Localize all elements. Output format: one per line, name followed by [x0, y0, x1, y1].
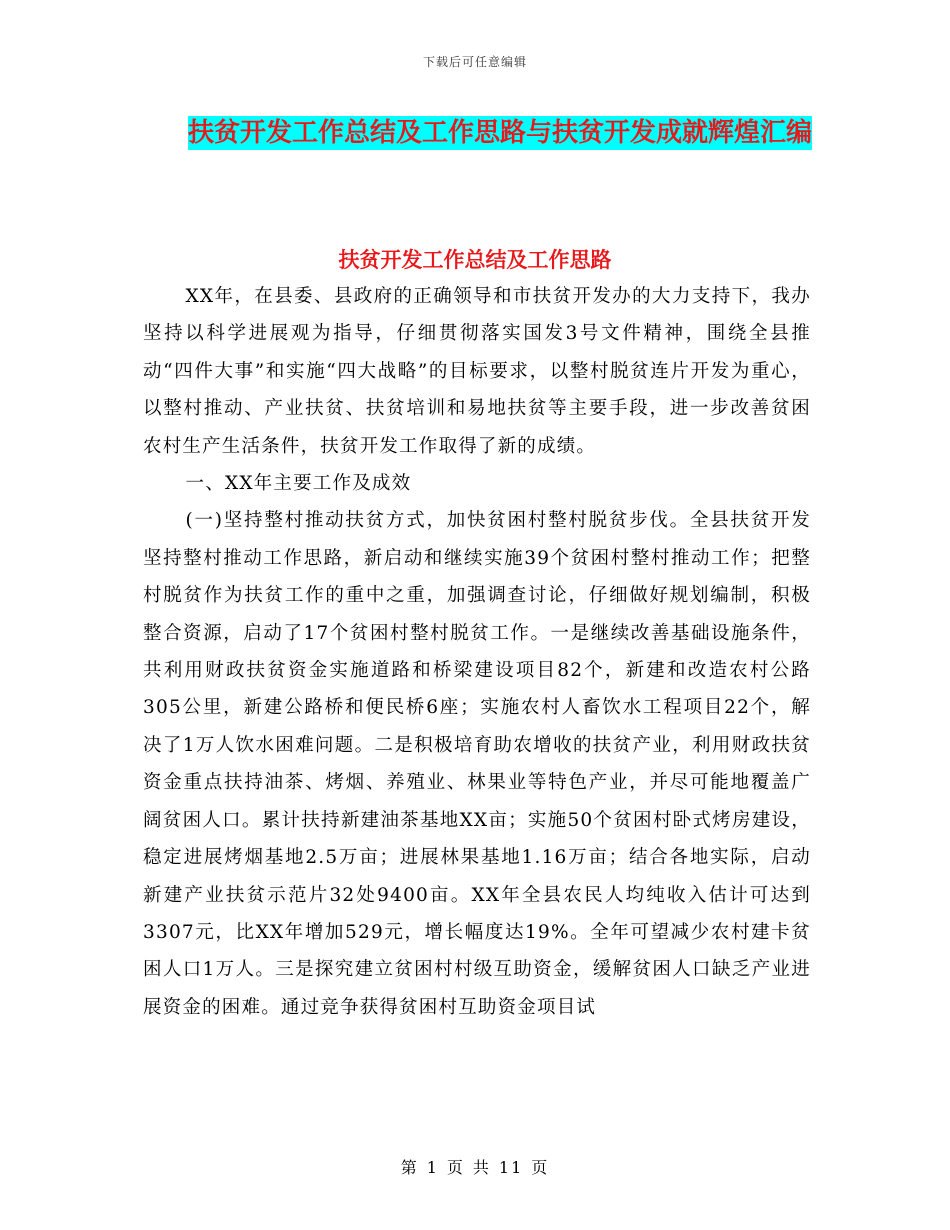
footer-total-unit: 页	[531, 1158, 550, 1177]
footer-page-number: 1	[426, 1158, 439, 1177]
footer-total-prefix: 共	[472, 1158, 491, 1177]
paragraph-section-1: (一)坚持整村推动扶贫方式，加快贫困村整村脱贫步伐。全县扶贫开发坚持整村推动工作思路，新启动和继续实施39个贫困村整村推动工作；把整村脱贫作为扶贫工作的重中之重，加强调查讨论，仔细做好规划编制，积极整合资源，启动了17个贫困村整村脱贫工作。一是继续改善基础设施条件，共利用财政扶贫资金实施道路和桥梁建设项目82个，新建和改造农村公路305公里，新建公路桥和便民桥6座；实施农村人畜饮水工程项目22个，解决了1万人饮水困难问题。二是积极培育助农增收的扶贫产业，利用财政扶贫资金重点扶持油茶、烤烟、养殖业、林果业等特色产业，并尽可能地覆盖广阔贫困人口。累计扶持新建油茶基地XX亩；实施50个贫困村卧式烤房建设，稳定进展烤烟基地2.5万亩；进展林果基地1.16万亩；结合各地实际，启动新建产业扶贫示范片32处9400亩。XX年全县农民人均纯收入估计可达到3307元，比XX年增加529元，增长幅度达19%。全年可望减少农村建卡贫困人口1万人。三是探究建立贫困村村级互助资金，缓解贫困人口缺乏产业进展资金的困难。通过竞争获得贫困村互助资金项目试	[143, 510, 811, 1018]
footer-page-unit: 页	[446, 1158, 465, 1177]
footer-prefix: 第	[400, 1158, 419, 1177]
document-title	[180, 112, 820, 154]
document-body	[143, 278, 811, 1026]
page-footer	[0, 1155, 950, 1178]
page-header-note: 下载后可任意编辑	[422, 55, 527, 69]
section-title: 扶贫开发工作总结及工作思路	[338, 248, 612, 272]
document-title-text: 扶贫开发工作总结及工作思路与扶贫开发成就辉煌汇编	[187, 118, 812, 148]
footer-total-pages: 11	[498, 1158, 524, 1177]
paragraph-intro: XX年，在县委、县政府的正确领导和市扶贫开发办的大力支持下，我办坚持以科学进展观为指导，仔细贯彻落实国发3号文件精神，围绕全县推动“四件大事”和实施“四大战略”的目标要求，以整村脱贫连片开发为重心，以整村推动、产业扶贫、扶贫培训和易地扶贫等主要手段，进一步改善贫困农村生产生活条件，扶贫开发工作取得了新的成绩。	[143, 286, 811, 457]
paragraph-heading-1: 一、XX年主要工作及成效	[185, 473, 412, 495]
